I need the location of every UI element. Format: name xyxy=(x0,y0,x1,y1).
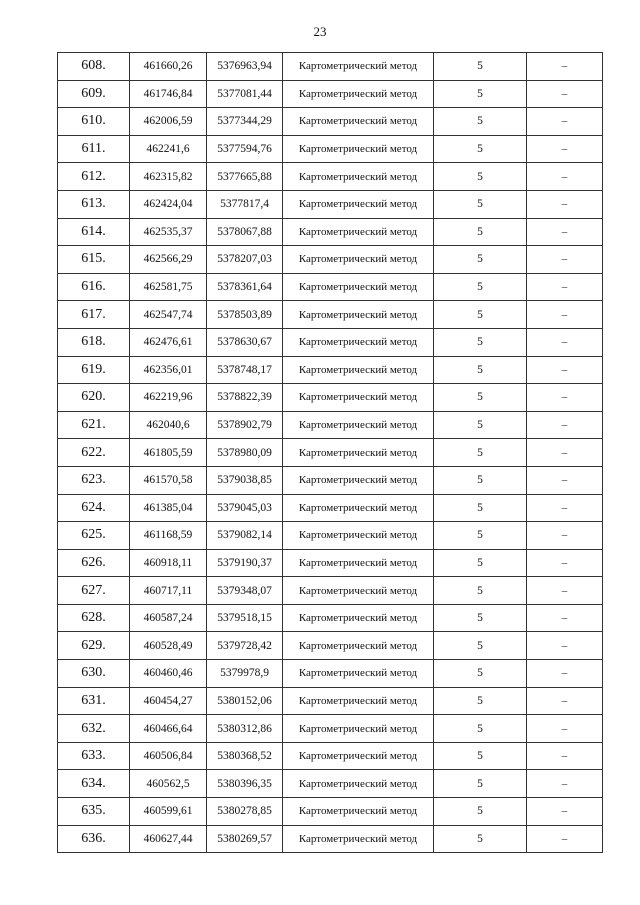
note-cell: – xyxy=(527,328,603,356)
x-coordinate-cell: 462006,59 xyxy=(130,108,207,136)
note-cell: – xyxy=(527,108,603,136)
point-number-cell: 626. xyxy=(58,549,130,577)
accuracy-cell: 5 xyxy=(434,246,527,274)
table-row xyxy=(58,135,603,163)
point-number-cell: 624. xyxy=(58,494,130,522)
method-cell: Картометрический метод xyxy=(283,53,434,81)
y-coordinate-cell: 5379045,03 xyxy=(207,494,283,522)
point-number-cell: 610. xyxy=(58,108,130,136)
accuracy-cell: 5 xyxy=(434,494,527,522)
y-coordinate-cell: 5378980,09 xyxy=(207,439,283,467)
point-number-cell: 627. xyxy=(58,577,130,605)
y-coordinate-cell: 5377665,88 xyxy=(207,163,283,191)
y-coordinate-cell: 5379348,07 xyxy=(207,577,283,605)
method-cell: Картометрический метод xyxy=(283,439,434,467)
method-cell: Картометрический метод xyxy=(283,687,434,715)
table-row xyxy=(58,687,603,715)
x-coordinate-cell: 460627,44 xyxy=(130,825,207,853)
note-cell: – xyxy=(527,80,603,108)
note-cell: – xyxy=(527,742,603,770)
note-cell: – xyxy=(527,190,603,218)
x-coordinate-cell: 462581,75 xyxy=(130,273,207,301)
note-cell: – xyxy=(527,135,603,163)
accuracy-cell: 5 xyxy=(434,604,527,632)
y-coordinate-cell: 5378361,64 xyxy=(207,273,283,301)
accuracy-cell: 5 xyxy=(434,742,527,770)
note-cell: – xyxy=(527,687,603,715)
point-number-cell: 633. xyxy=(58,742,130,770)
x-coordinate-cell: 460454,27 xyxy=(130,687,207,715)
accuracy-cell: 5 xyxy=(434,660,527,688)
accuracy-cell: 5 xyxy=(434,190,527,218)
point-number-cell: 621. xyxy=(58,411,130,439)
accuracy-cell: 5 xyxy=(434,163,527,191)
note-cell: – xyxy=(527,53,603,81)
accuracy-cell: 5 xyxy=(434,328,527,356)
x-coordinate-cell: 462547,74 xyxy=(130,301,207,329)
point-number-cell: 614. xyxy=(58,218,130,246)
y-coordinate-cell: 5379518,15 xyxy=(207,604,283,632)
accuracy-cell: 5 xyxy=(434,273,527,301)
x-coordinate-cell: 462219,96 xyxy=(130,384,207,412)
table-row xyxy=(58,742,603,770)
table-row xyxy=(58,715,603,743)
y-coordinate-cell: 5380278,85 xyxy=(207,798,283,826)
y-coordinate-cell: 5377344,29 xyxy=(207,108,283,136)
x-coordinate-cell: 460599,61 xyxy=(130,798,207,826)
y-coordinate-cell: 5380312,86 xyxy=(207,715,283,743)
method-cell: Картометрический метод xyxy=(283,742,434,770)
note-cell: – xyxy=(527,660,603,688)
accuracy-cell: 5 xyxy=(434,356,527,384)
x-coordinate-cell: 462566,29 xyxy=(130,246,207,274)
accuracy-cell: 5 xyxy=(434,577,527,605)
table-row xyxy=(58,80,603,108)
x-coordinate-cell: 461168,59 xyxy=(130,522,207,550)
point-number-cell: 628. xyxy=(58,604,130,632)
accuracy-cell: 5 xyxy=(434,218,527,246)
y-coordinate-cell: 5378822,39 xyxy=(207,384,283,412)
note-cell: – xyxy=(527,577,603,605)
y-coordinate-cell: 5379190,37 xyxy=(207,549,283,577)
accuracy-cell: 5 xyxy=(434,522,527,550)
table-row xyxy=(58,273,603,301)
point-number-cell: 631. xyxy=(58,687,130,715)
note-cell: – xyxy=(527,246,603,274)
point-number-cell: 617. xyxy=(58,301,130,329)
point-number-cell: 630. xyxy=(58,660,130,688)
method-cell: Картометрический метод xyxy=(283,328,434,356)
table-row xyxy=(58,411,603,439)
point-number-cell: 615. xyxy=(58,246,130,274)
point-number-cell: 629. xyxy=(58,632,130,660)
x-coordinate-cell: 462315,82 xyxy=(130,163,207,191)
y-coordinate-cell: 5379728,42 xyxy=(207,632,283,660)
point-number-cell: 625. xyxy=(58,522,130,550)
method-cell: Картометрический метод xyxy=(283,549,434,577)
x-coordinate-cell: 462535,37 xyxy=(130,218,207,246)
y-coordinate-cell: 5378630,67 xyxy=(207,328,283,356)
page-number: 23 xyxy=(313,24,327,39)
y-coordinate-cell: 5377594,76 xyxy=(207,135,283,163)
note-cell: – xyxy=(527,632,603,660)
point-number-cell: 622. xyxy=(58,439,130,467)
point-number-cell: 634. xyxy=(58,770,130,798)
method-cell: Картометрический метод xyxy=(283,384,434,412)
table-row xyxy=(58,660,603,688)
x-coordinate-cell: 462356,01 xyxy=(130,356,207,384)
method-cell: Картометрический метод xyxy=(283,246,434,274)
accuracy-cell: 5 xyxy=(434,549,527,577)
table-row xyxy=(58,163,603,191)
table-row xyxy=(58,770,603,798)
y-coordinate-cell: 5377081,44 xyxy=(207,80,283,108)
table-row xyxy=(58,604,603,632)
accuracy-cell: 5 xyxy=(434,53,527,81)
method-cell: Картометрический метод xyxy=(283,356,434,384)
table-row xyxy=(58,301,603,329)
x-coordinate-cell: 460466,64 xyxy=(130,715,207,743)
method-cell: Картометрический метод xyxy=(283,466,434,494)
x-coordinate-cell: 462424,04 xyxy=(130,190,207,218)
y-coordinate-cell: 5376963,94 xyxy=(207,53,283,81)
point-number-cell: 618. xyxy=(58,328,130,356)
note-cell: – xyxy=(527,494,603,522)
method-cell: Картометрический метод xyxy=(283,632,434,660)
table-row xyxy=(58,190,603,218)
accuracy-cell: 5 xyxy=(434,301,527,329)
method-cell: Картометрический метод xyxy=(283,494,434,522)
x-coordinate-cell: 460562,5 xyxy=(130,770,207,798)
method-cell: Картометрический метод xyxy=(283,108,434,136)
y-coordinate-cell: 5377817,4 xyxy=(207,190,283,218)
x-coordinate-cell: 462040,6 xyxy=(130,411,207,439)
note-cell: – xyxy=(527,798,603,826)
y-coordinate-cell: 5380152,06 xyxy=(207,687,283,715)
x-coordinate-cell: 460918,11 xyxy=(130,549,207,577)
method-cell: Картометрический метод xyxy=(283,135,434,163)
x-coordinate-cell: 460717,11 xyxy=(130,577,207,605)
method-cell: Картометрический метод xyxy=(283,604,434,632)
table-row xyxy=(58,825,603,853)
table-row xyxy=(58,577,603,605)
accuracy-cell: 5 xyxy=(434,770,527,798)
point-number-cell: 611. xyxy=(58,135,130,163)
x-coordinate-cell: 460460,46 xyxy=(130,660,207,688)
point-number-cell: 619. xyxy=(58,356,130,384)
note-cell: – xyxy=(527,439,603,467)
note-cell: – xyxy=(527,384,603,412)
point-number-cell: 623. xyxy=(58,466,130,494)
accuracy-cell: 5 xyxy=(434,411,527,439)
note-cell: – xyxy=(527,356,603,384)
point-number-cell: 632. xyxy=(58,715,130,743)
y-coordinate-cell: 5378207,03 xyxy=(207,246,283,274)
x-coordinate-cell: 461660,26 xyxy=(130,53,207,81)
y-coordinate-cell: 5378503,89 xyxy=(207,301,283,329)
accuracy-cell: 5 xyxy=(434,798,527,826)
point-number-cell: 609. xyxy=(58,80,130,108)
method-cell: Картометрический метод xyxy=(283,218,434,246)
table-row xyxy=(58,798,603,826)
point-number-cell: 620. xyxy=(58,384,130,412)
table-row xyxy=(58,494,603,522)
coordinates-table xyxy=(57,52,603,853)
note-cell: – xyxy=(527,604,603,632)
point-number-cell: 608. xyxy=(58,53,130,81)
method-cell: Картометрический метод xyxy=(283,715,434,743)
method-cell: Картометрический метод xyxy=(283,770,434,798)
note-cell: – xyxy=(527,715,603,743)
method-cell: Картометрический метод xyxy=(283,798,434,826)
table-row xyxy=(58,522,603,550)
table-row xyxy=(58,632,603,660)
y-coordinate-cell: 5379082,14 xyxy=(207,522,283,550)
accuracy-cell: 5 xyxy=(434,825,527,853)
method-cell: Картометрический метод xyxy=(283,273,434,301)
x-coordinate-cell: 461746,84 xyxy=(130,80,207,108)
x-coordinate-cell: 460587,24 xyxy=(130,604,207,632)
note-cell: – xyxy=(527,770,603,798)
table-row xyxy=(58,466,603,494)
method-cell: Картометрический метод xyxy=(283,301,434,329)
y-coordinate-cell: 5380368,52 xyxy=(207,742,283,770)
y-coordinate-cell: 5378748,17 xyxy=(207,356,283,384)
y-coordinate-cell: 5380396,35 xyxy=(207,770,283,798)
y-coordinate-cell: 5379038,85 xyxy=(207,466,283,494)
method-cell: Картометрический метод xyxy=(283,660,434,688)
table-row xyxy=(58,218,603,246)
table-row xyxy=(58,384,603,412)
accuracy-cell: 5 xyxy=(434,632,527,660)
accuracy-cell: 5 xyxy=(434,466,527,494)
point-number-cell: 616. xyxy=(58,273,130,301)
table-row xyxy=(58,356,603,384)
accuracy-cell: 5 xyxy=(434,715,527,743)
point-number-cell: 613. xyxy=(58,190,130,218)
y-coordinate-cell: 5378902,79 xyxy=(207,411,283,439)
method-cell: Картометрический метод xyxy=(283,825,434,853)
method-cell: Картометрический метод xyxy=(283,163,434,191)
x-coordinate-cell: 461385,04 xyxy=(130,494,207,522)
table-row xyxy=(58,53,603,81)
accuracy-cell: 5 xyxy=(434,439,527,467)
point-number-cell: 636. xyxy=(58,825,130,853)
note-cell: – xyxy=(527,549,603,577)
note-cell: – xyxy=(527,825,603,853)
table-row xyxy=(58,549,603,577)
point-number-cell: 612. xyxy=(58,163,130,191)
y-coordinate-cell: 5380269,57 xyxy=(207,825,283,853)
accuracy-cell: 5 xyxy=(434,135,527,163)
table-row xyxy=(58,328,603,356)
note-cell: – xyxy=(527,163,603,191)
method-cell: Картометрический метод xyxy=(283,80,434,108)
y-coordinate-cell: 5379978,9 xyxy=(207,660,283,688)
accuracy-cell: 5 xyxy=(434,384,527,412)
note-cell: – xyxy=(527,218,603,246)
table-row xyxy=(58,439,603,467)
note-cell: – xyxy=(527,411,603,439)
method-cell: Картометрический метод xyxy=(283,522,434,550)
x-coordinate-cell: 460528,49 xyxy=(130,632,207,660)
note-cell: – xyxy=(527,273,603,301)
note-cell: – xyxy=(527,522,603,550)
x-coordinate-cell: 460506,84 xyxy=(130,742,207,770)
x-coordinate-cell: 462476,61 xyxy=(130,328,207,356)
coordinates-table-body xyxy=(58,53,603,853)
note-cell: – xyxy=(527,301,603,329)
x-coordinate-cell: 461570,58 xyxy=(130,466,207,494)
method-cell: Картометрический метод xyxy=(283,190,434,218)
method-cell: Картометрический метод xyxy=(283,411,434,439)
table-row xyxy=(58,246,603,274)
note-cell: – xyxy=(527,466,603,494)
method-cell: Картометрический метод xyxy=(283,577,434,605)
table-row xyxy=(58,108,603,136)
accuracy-cell: 5 xyxy=(434,687,527,715)
accuracy-cell: 5 xyxy=(434,80,527,108)
point-number-cell: 635. xyxy=(58,798,130,826)
accuracy-cell: 5 xyxy=(434,108,527,136)
y-coordinate-cell: 5378067,88 xyxy=(207,218,283,246)
x-coordinate-cell: 462241,6 xyxy=(130,135,207,163)
x-coordinate-cell: 461805,59 xyxy=(130,439,207,467)
